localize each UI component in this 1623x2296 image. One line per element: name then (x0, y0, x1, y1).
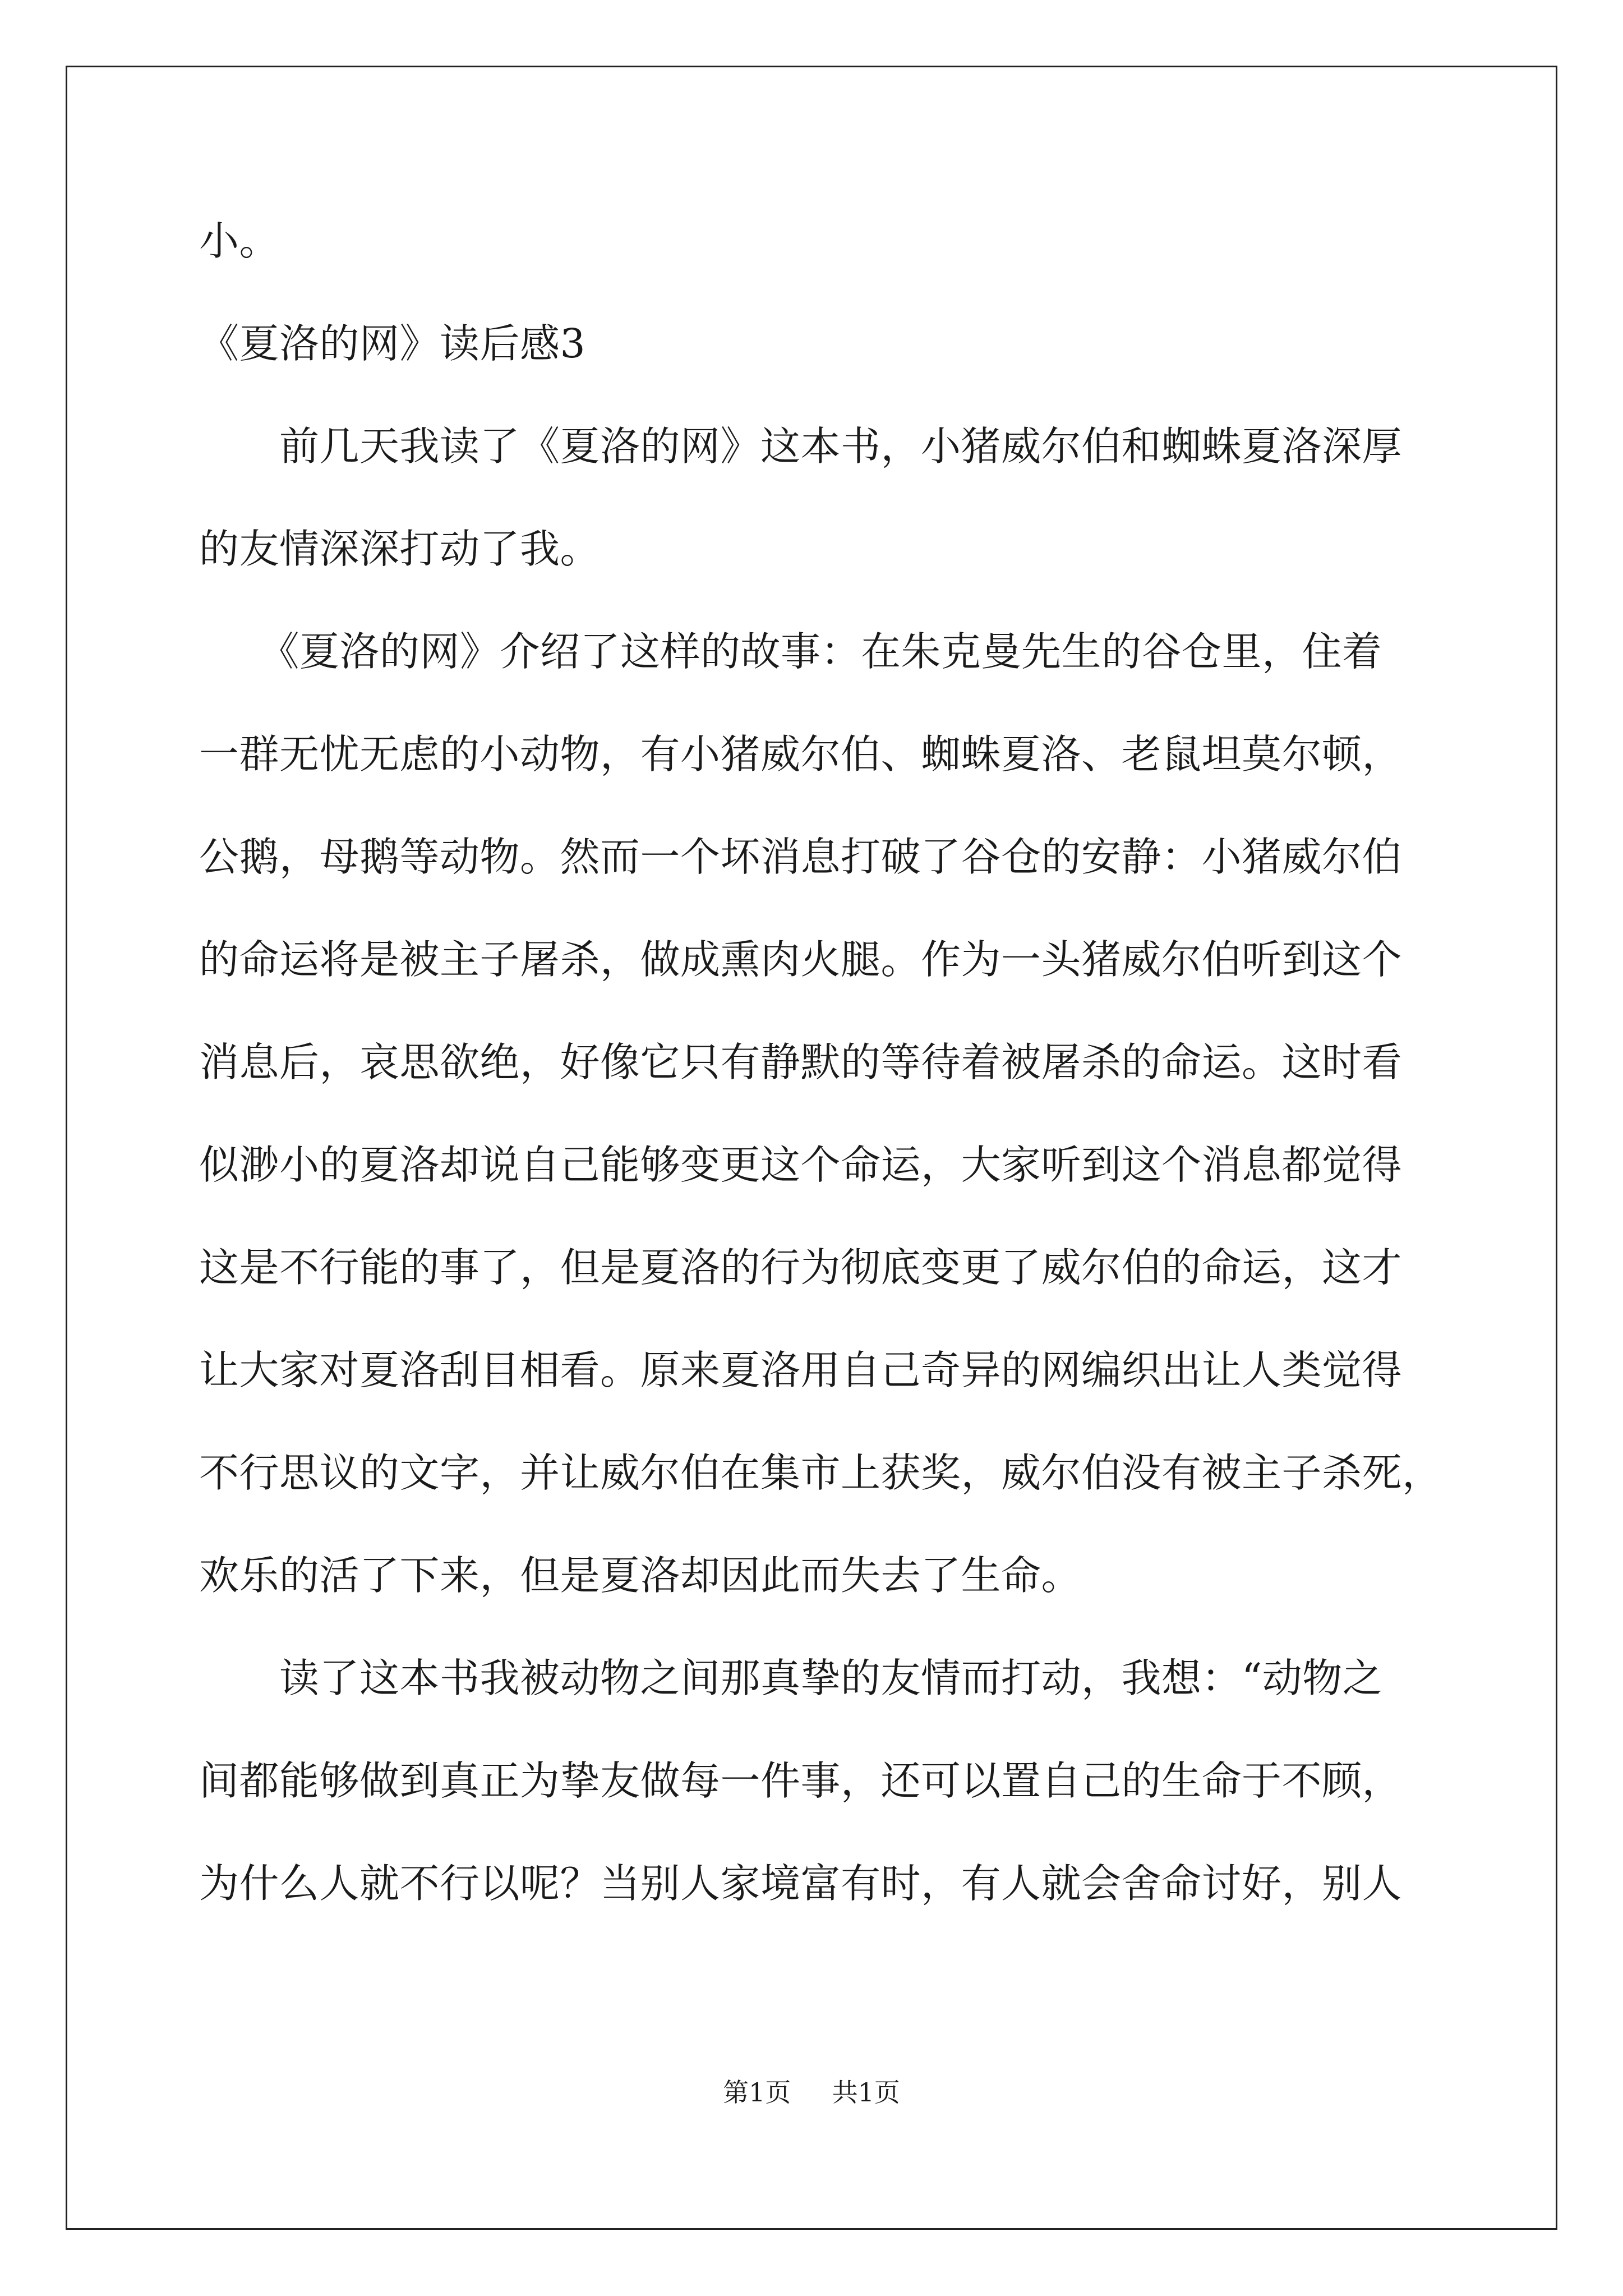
page-footer (0, 2076, 1623, 2109)
text-line: 《夏洛的网》介绍了这样的故事：在朱克曼先生的谷仓里，住着 (199, 628, 1382, 675)
text-line: 这是不行能的事了，但是夏洛的行为彻底变更了威尔伯的命运，这才 (199, 1244, 1403, 1291)
page-total: 共1页 (832, 2077, 900, 2108)
text-line: 前几天我读了《夏洛的网》这本书，小猪威尔伯和蜘蛛夏洛深厚 (199, 423, 1403, 470)
text-line: 读了这本书我被动物之间那真挚的友情而打动，我想：“动物之 (199, 1655, 1383, 1701)
text-line: 小。 (199, 218, 280, 264)
text-line: 间都能够做到真正为挚友做每一件事，还可以置自己的生命于不顾， (199, 1757, 1403, 1804)
text-line: 公鹅，母鹅等动物。然而一个坏消息打破了谷仓的安静：小猪威尔伯 (199, 834, 1403, 880)
page-number: 第1页 (723, 2077, 791, 2108)
text-line: 的友情深深打动了我。 (199, 526, 601, 572)
text-line: 的命运将是被主子屠杀，做成熏肉火腿。作为一头猪威尔伯听到这个 (199, 936, 1403, 983)
section-heading: 《夏洛的网》读后感3 (199, 320, 586, 367)
text-line: 为什么人就不行以呢？当别人家境富有时，有人就会舍命讨好，别人 (199, 1860, 1403, 1907)
text-line: 消息后，哀思欲绝，好像它只有静默的等待着被屠杀的命运。这时看 (199, 1039, 1403, 1085)
text-line: 一群无忧无虑的小动物，有小猪威尔伯、蜘蛛夏洛、老鼠坦莫尔顿， (199, 731, 1403, 777)
text-line: 似渺小的夏洛却说自己能够变更这个命运，大家听到这个消息都觉得 (199, 1142, 1403, 1188)
text-line: 让大家对夏洛刮目相看。原来夏洛用自己奇异的网编织出让人类觉得 (199, 1347, 1403, 1393)
text-line: 欢乐的活了下来，但是夏洛却因此而失去了生命。 (199, 1552, 1082, 1599)
text-line: 不行思议的文字，并让威尔伯在集市上获奖，威尔伯没有被主子杀死， (199, 1450, 1442, 1496)
